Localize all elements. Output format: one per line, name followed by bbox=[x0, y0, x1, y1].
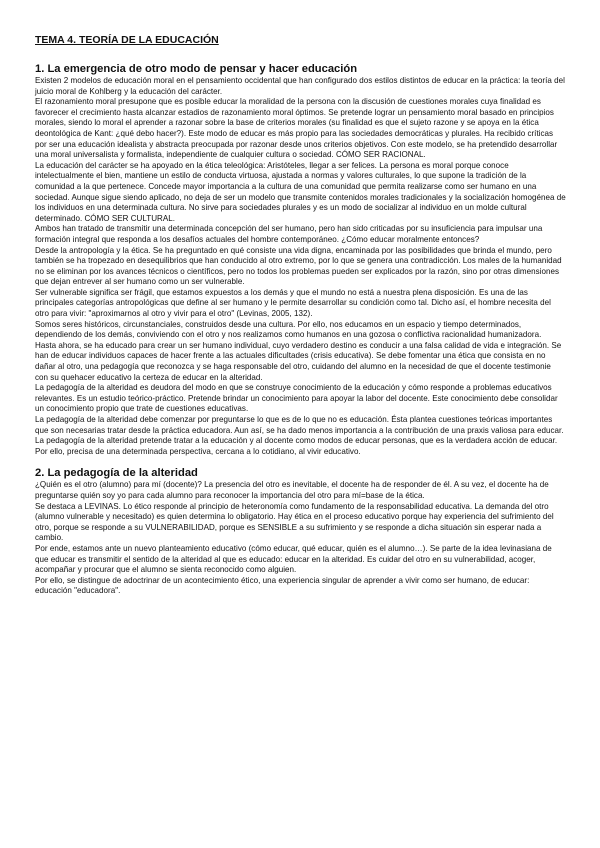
section-1-paragraph: El razonamiento moral presupone que es posible educar la moralidad de la persona con la discusión de cuestiones morales cuya finalidad es favorecer el crecimiento hasta alcanzar estadios de razonamiento moral óptimos. Se pretende lograr un pensamiento moral basado en principios morales, siendo lo moral el aprender a razonar sobre la base de criterios morales (su finalidad es que el sujeto razone y se apoya en la ética deontológica de Kant: ¿qué debo hacer?). Este modo de educar es más propio para las sociedades democráticas y plurales. Ha recibido críticas por ser una educación idealista y abstracta preocupada por razonar desde unos criterios objetivos. Con este modelo, se ha pretendido desarrollar una moral universalista y formalista, independiente de cualquier cultura o sociedad. CÓMO SER RACIONAL. bbox=[35, 97, 558, 160]
document-title: TEMA 4. TEORÍA DE LA EDUCACIÓN bbox=[35, 34, 219, 46]
section-1-paragraph: Ser vulnerable significa ser frágil, que estamos expuestos a los demás y que el mundo no está a nuestra plena disposición. Es una de las principales categorías antropológicas que define al ser humano y le permite desarrollar su condición como tal. Dicho así, el hombre necesita del otro para vivir: "aproximarnos al otro y vivir para el otro" (Levinas, 2005, 132). bbox=[35, 287, 551, 319]
section-1-paragraph: Hasta ahora, se ha educado para crear un ser humano individual, cuyo verdadero destino es conducir a una falsa calidad de vida e integración. Se han de educar individuos capaces de hacer frente a las actuales dificultades (crisis educativa). Se debe fomentar una ética que consista en no dañar al otro, una pedagogía que reconozca y se haga responsable del otro, cuidando del alumno en la necesidad de que el docente testimonie con su quehacer educativo la certeza de educar en la alteridad. bbox=[35, 340, 562, 382]
section-1-heading: 1. La emergencia de otro modo de pensar y hacer educación bbox=[35, 63, 358, 75]
section-1-paragraph: La pedagogía de la alteridad es deudora del modo en que se construye conocimiento de la educación y cómo responde a problemas educativos relevantes. Es un estudio teórico-práctico. Pretende brindar un conocimiento para apoyar la labor del docente. Este conocimiento debe consolidar un conocimiento propio que trate de cuestiones educativas. bbox=[35, 383, 558, 414]
section-1-paragraph: La educación del carácter se ha apoyado en la ética teleológica: Aristóteles, llegar a ser felices. La persona es moral porque conoce intelectualmente el bien, mantiene un estilo de conducta virtuosa, ajustada a normas y valores culturales, lo que supone la tradición de la comunidad a la que pertenece. Concede mayor importancia a la cultura de una comunidad que permita realizarse como ser humano en una sociedad. Aunque sigue siendo aplicado, no deja de ser un modelo que transmite contenidos morales tradicionales y la socialización homogénea de los individuos en una determinada cultura. No sirve para sociedades plurales y es un modo de socializar al individuo en un molde cultural determinado. CÓMO SER CULTURAL. bbox=[35, 160, 566, 223]
section-2-heading: 2. La pedagogía de la alteridad bbox=[35, 467, 198, 480]
section-1-paragraph: Existen 2 modelos de educación moral en el pensamiento occidental que han configurado dos estilos distintos de educar en la práctica: la teoría del juicio moral de Kohlberg y la educación del carácter. bbox=[35, 76, 565, 96]
section-2-paragraph: Por ello, se distingue de adoctrinar de un acontecimiento ético, una experiencia singular de aprender a vivir como ser humano, de educar: educación "educadora". bbox=[35, 575, 530, 596]
section-1-paragraph: La pedagogía de la alteridad debe comenzar por preguntarse lo que es de lo que no es educación. Ésta plantea cuestiones teóricas importantes que son necesarias tratar desde la práctica educadora. Aun así, se ha dado menos importancia a la contribución de una praxis valiosa para educar. bbox=[35, 415, 564, 435]
section-2-paragraph: ¿Quién es el otro (alumno) para mí (docente)? La presencia del otro es inevitable, el docente ha de responder de él. A su vez, el docente ha de preguntarse quién soy yo para cada alumno para reconocer la importancia del otro para mí=base de la ética. bbox=[35, 480, 549, 500]
section-2-paragraph: Por ende, estamos ante un nuevo planteamiento educativo (cómo educar, qué educar, quién es el alumno…). Se parte de la idea levinasiana de que educar es transmitir el sentido de la alteridad al que es educado: educar en la alteridad. Es cuidar del otro en su vulnerabilidad, acoger, acompañar y procurar que el alumno se sienta reconocido como alguien. bbox=[35, 543, 552, 575]
section-2-paragraph: Se destaca a LEVINAS. Lo ético responde al principio de heteronomía como fundamento de la responsabilidad educativa. La demanda del otro (alumno vulnerable y necesitado) es quien determina lo obligatorio. Hay ética en el proceso educativo porque hay experiencia del sufrimiento del otro, porque se responde a su VULNERABILIDAD, porque es SENSIBLE a su sufrimiento y se responde a dicha situación sin esperar nada a cambio. bbox=[35, 501, 554, 543]
section-1-paragraph: La pedagogía de la alteridad pretende tratar a la educación y al docente como modos de educar personas, que es la verdadera acción de educar. Por ello, precisa de una determinada perspectiva, cercana a lo cotidiano, al vivir educativo. bbox=[35, 436, 558, 456]
section-1-paragraph: Desde la antropología y la ética. Se ha preguntado en qué consiste una vida digna, encaminada por las posibilidades que brinda el mundo, pero también se ha tropezado en desequilibrios que han conducido al otro extremo, por lo que se genera una contradicción. Los males de la humanidad no se eliminan por los avances técnicos o científicos, pero no todos los problemas pueden ser explicados por la razón, sino por otras dimensiones que dejan entrever al ser humano como un ser vulnerable. bbox=[35, 245, 562, 287]
section-1-paragraph: Ambos han tratado de transmitir una determinada concepción del ser humano, pero han sido criticadas por su insuficiencia para impulsar una formación integral que responda a los desafíos actuales del hombre contemporáneo. ¿Cómo educar moralmente entonces? bbox=[35, 224, 543, 244]
section-1-paragraph: Somos seres históricos, circunstanciales, construidos desde una cultura. Por ello, nos educamos en un espacio y tiempo determinados, dependiendo de los demás, conviviendo con el otro y nos realizamos como humanos en una gozosa o conflictiva racionalidad humanizadora. bbox=[35, 319, 542, 340]
